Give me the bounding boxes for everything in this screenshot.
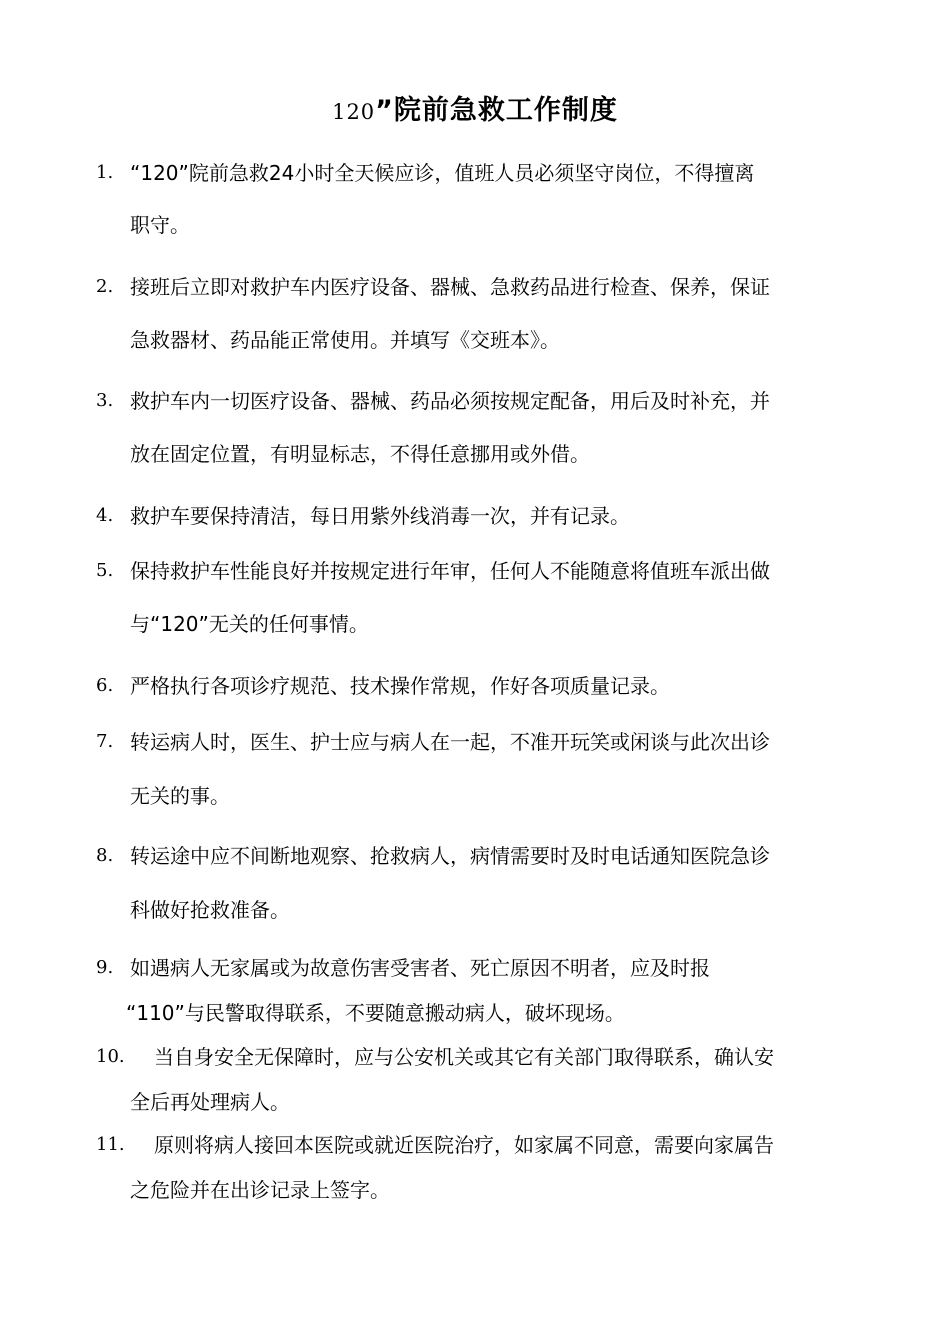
item-text: 接班后立即对救护车内医疗设备、器械、急救药品进行检查、保养，保证 [130,275,770,299]
item-text: “120”院前急救24小时全天候应诊，值班人员必须坚守岗位，不得擅离 [130,161,755,185]
item-number: 3. [96,390,114,411]
item-text: 如遇病人无家属或为故意伤害受害者、死亡原因不明者，应及时报 [130,956,710,980]
list-item [96,556,856,636]
item-number: 6. [96,675,114,696]
item-text-continued: 科做好抢救准备。 [130,898,290,922]
item-number: 9. [96,957,114,978]
item-text-continued: “110”与民警取得联系，不要随意搬动病人，破坏现场。 [126,1001,625,1025]
item-text: 救护车内一切医疗设备、器械、药品必须按规定配备，用后及时补充，并 [130,389,770,413]
title-text: ”院前急救工作制度 [375,95,618,126]
list-item [96,841,856,922]
item-text-continued: 急救器材、药品能正常使用。并填写《交班本》。 [130,328,560,352]
item-text-continued: 全后再处理病人。 [130,1090,290,1114]
list-item [96,1042,856,1114]
list-item [96,953,856,1025]
item-number: 2. [96,276,114,297]
item-text: 救护车要保持清洁，每日用紫外线消毒一次，并有记录。 [130,504,630,528]
item-text-continued: 之危险并在出诊记录上签字。 [130,1178,390,1202]
list-item [96,158,856,237]
item-text: 原则将病人接回本医院或就近医院治疗，如家属不同意，需要向家属告 [154,1133,774,1157]
item-text: 保持救护车性能良好并按规定进行年审，任何人不能随意将值班车派出做 [130,559,770,583]
list-item [96,1130,856,1202]
item-text-continued: 放在固定位置，有明显标志，不得任意挪用或外借。 [130,442,590,466]
item-number: 5. [96,560,114,581]
item-text: 严格执行各项诊疗规范、技术操作常规，作好各项质量记录。 [130,674,670,698]
item-number: 8. [96,845,114,866]
title-number: 120 [332,100,376,124]
item-text-continued: 职守。 [130,213,190,237]
item-number: 10. [96,1046,125,1067]
item-number: 1. [96,162,114,183]
item-text: 转运病人时，医生、护士应与病人在一起，不准开玩笑或闲谈与此次出诊 [130,730,770,754]
list-item [96,501,856,531]
item-number: 11. [96,1134,125,1155]
list-item [96,727,856,808]
item-text-continued: 与“120”无关的任何事情。 [130,612,369,636]
list-item [96,272,856,352]
list-item [96,386,856,466]
item-number: 4. [96,505,114,526]
item-text-continued: 无关的事。 [130,784,230,808]
list-item [96,671,856,701]
item-number: 7. [96,731,114,752]
item-text: 当自身安全无保障时，应与公安机关或其它有关部门取得联系，确认安 [154,1045,774,1069]
item-text: 转运途中应不间断地观察、抢救病人，病情需要时及时电话通知医院急诊 [130,844,770,868]
page-title [0,88,950,127]
